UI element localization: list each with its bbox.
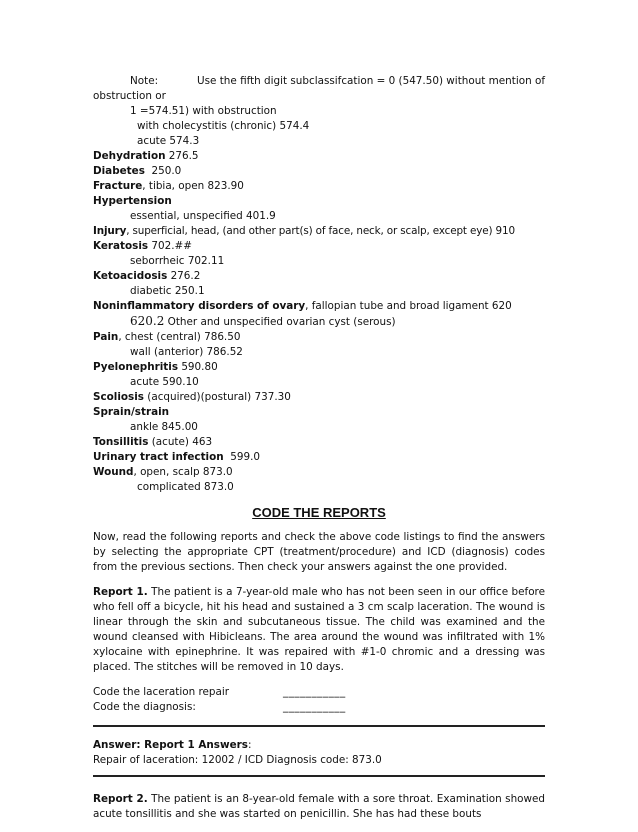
report-2-text: The patient is an 8-year-old female with a sore throat. Examination showed acute tonsillitis and she was started on penicillin. She has had these bouts — [93, 793, 545, 820]
divider — [93, 775, 545, 777]
report-1-text: The patient is a 7-year-old male who has not been seen in our office before who fell off a bicycle, hit his head and sustained a 3 cm scalp laceration. The wound is linear through the skin and subcutaneous tissue. The child was examined and the wound cleansed with Hibicleans. The area around the wound was infiltrated with 1% xylocaine with epinephrine. It was repaired with #1-0 chromic and a dressing was placed. The stitches will be removed in 10 days. — [93, 586, 545, 673]
note-line-2: obstruction or — [93, 90, 166, 102]
question-label: Code the laceration repair — [93, 686, 230, 698]
note-line-4: with cholecystitis (chronic) 574.4 — [137, 120, 310, 132]
report-2 — [93, 792, 545, 822]
code-pain-sub: wall (anterior) 786.52 — [130, 346, 243, 358]
intro-paragraph: Now, read the following reports and check the above code listings to find the answers by selecting the appropriate CPT (treatment/procedure) and ICD (diagnosis) codes from the previous sections. Then check your answers against the one provided. — [93, 531, 545, 573]
code-sprain-sub: ankle 845.00 — [130, 421, 198, 433]
code-keratosis: Keratosis 702.## — [93, 240, 192, 252]
question-laceration-repair — [93, 685, 545, 700]
section-title: CODE THE REPORTS — [252, 505, 386, 520]
note-line-3: 1 =574.51) with obstruction — [130, 105, 277, 117]
answer-blank[interactable]: ___________ — [283, 686, 346, 698]
code-keratosis-sub: seborrheic 702.11 — [130, 255, 225, 267]
code-ketoacidosis-sub: diabetic 250.1 — [130, 285, 205, 297]
code-pain: Pain, chest (central) 786.50 — [93, 331, 241, 343]
code-hypertension: Hypertension — [93, 195, 172, 207]
code-scoliosis: Scoliosis (acquired)(postural) 737.30 — [93, 391, 291, 403]
code-wound: Wound, open, scalp 873.0 — [93, 466, 233, 478]
question-label: Code the diagnosis: — [93, 701, 196, 713]
note-line-5: acute 574.3 — [137, 135, 200, 147]
note-line — [93, 74, 545, 89]
code-injury: Injury, superficial, head, (and other part(s) of face, neck, or scalp, except eye) 910 — [93, 225, 515, 237]
answer-1-heading: Answer: Report 1 Answers: — [93, 739, 252, 751]
divider — [93, 725, 545, 727]
answer-1-text: Repair of laceration: 12002 / ICD Diagnosis code: 873.0 — [93, 754, 382, 766]
code-fracture: Fracture, tibia, open 823.90 — [93, 180, 244, 192]
code-ovary-sub: 620.2 Other and unspecified ovarian cyst (serous) — [130, 314, 396, 328]
code-hypertension-sub: essential, unspecified 401.9 — [130, 210, 276, 222]
question-diagnosis — [93, 700, 545, 715]
code-tonsillitis: Tonsillitis (acute) 463 — [93, 436, 213, 448]
code-ovary: Noninflammatory disorders of ovary, fallopian tube and broad ligament 620 — [93, 300, 512, 312]
code-dehydration: Dehydration 276.5 — [93, 150, 199, 162]
document-page — [93, 74, 545, 832]
report-1-heading: Report 1. — [93, 586, 148, 598]
report-1 — [93, 585, 545, 675]
note-label: Note: — [130, 75, 159, 87]
code-sprain: Sprain/strain — [93, 406, 170, 418]
code-wound-sub: complicated 873.0 — [137, 481, 234, 493]
code-diabetes: Diabetes 250.0 — [93, 165, 182, 177]
note-text: Use the fifth digit subclassifcation = 0 (547.50) without mention of — [197, 75, 545, 87]
report-2-heading: Report 2. — [93, 793, 148, 805]
code-pyelonephritis: Pyelonephritis 590.80 — [93, 361, 218, 373]
code-ketoacidosis: Ketoacidosis 276.2 — [93, 270, 201, 282]
code-pyelonephritis-sub: acute 590.10 — [130, 376, 199, 388]
answer-blank[interactable]: ___________ — [283, 701, 346, 713]
code-uti: Urinary tract infection 599.0 — [93, 451, 261, 463]
